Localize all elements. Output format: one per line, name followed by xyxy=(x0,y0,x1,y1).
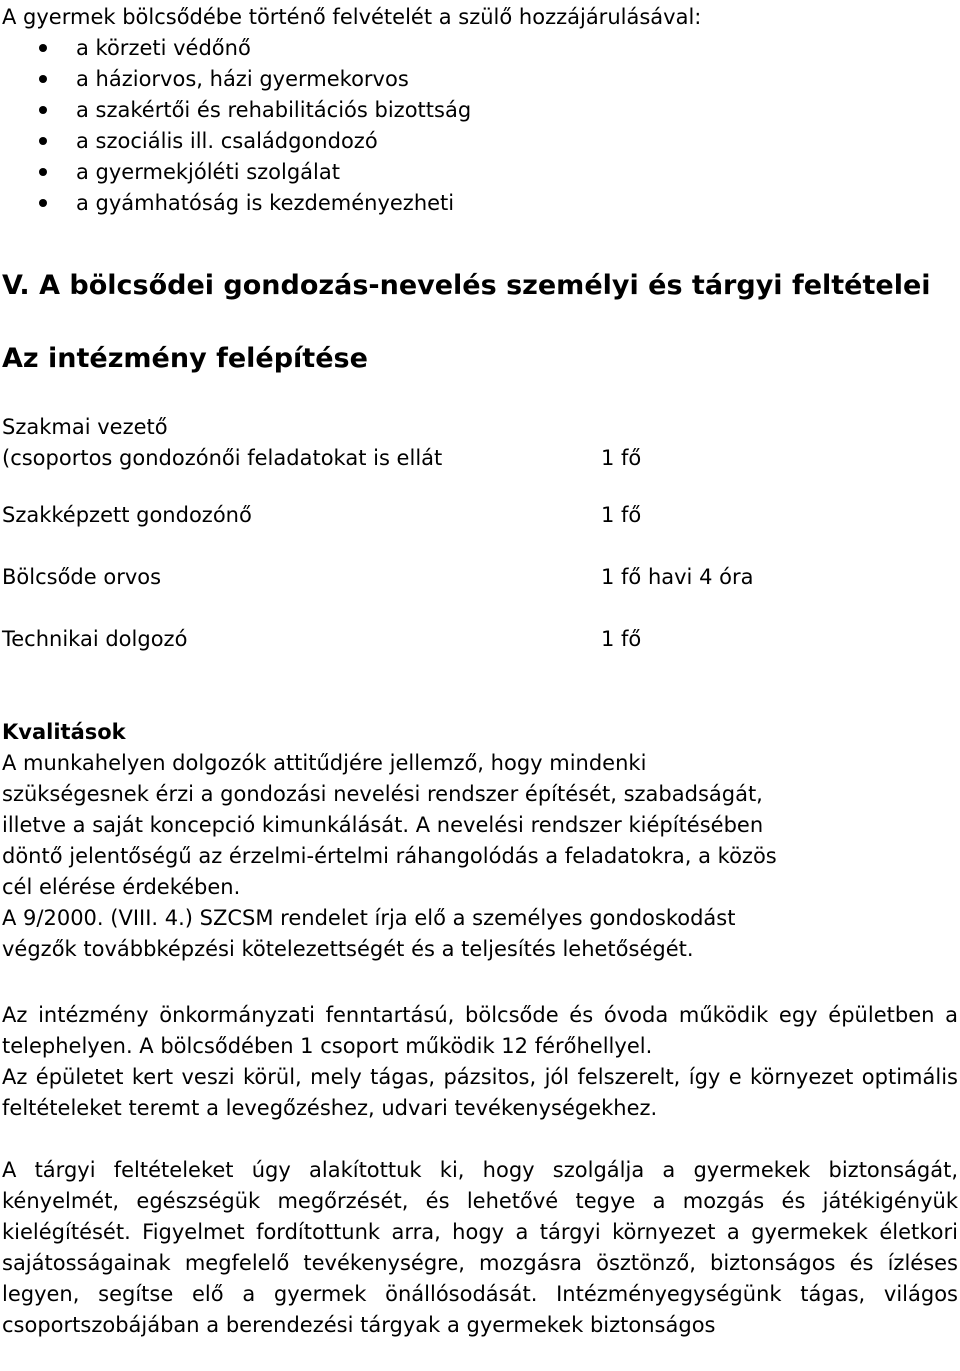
staff-count: 1 fő xyxy=(601,503,642,527)
initiator-list xyxy=(0,33,471,219)
staff-role: Bölcsőde orvos xyxy=(2,565,162,589)
staff-count: 1 fő havi 4 óra xyxy=(601,565,754,589)
qualifications-heading: Kvalitások xyxy=(2,720,126,744)
staff-role: Technikai dolgozó xyxy=(2,627,188,651)
facility-paragraph-3: A tárgyi feltételeket úgy alakítottuk ki, hogy szolgálja a gyermekek biztonságát, kényelmét, egészségük megőrzését, és lehetővé tegye a mozgás és játékigényük kielégítését. Figyelmet fordítottunk arra, hogy a tárgyi környezet a gyermekek életkori sajátosságainak megfelelő tevékenységre, mozgásra ösztönző, biztonságos és ízléses legyen, segítse elő a gyermek önállósodását. Intézményegységünk tágas, világos csoportszobájában a berendezési tárgyak a gyermekek biztonságos xyxy=(2,1158,958,1337)
staff-role: Szakképzett gondozónő xyxy=(2,503,252,527)
facility-paragraph-2: Az épületet kert veszi körül, mely tágas, pázsitos, jól felszerelt, így e környezet optimális feltételeket teremt a levegőzéshez, udvari tevékenységekhez. xyxy=(2,1065,958,1120)
list-item: a gyermekjóléti szolgálat xyxy=(0,157,471,188)
list-item: a háziorvos, házi gyermekorvos xyxy=(0,64,471,95)
bullet-icon xyxy=(39,75,47,83)
staff-count: 1 fő xyxy=(601,627,642,651)
section-title: V. A bölcsődei gondozás-nevelés személyi és tárgyi feltételei xyxy=(2,270,931,301)
section-subtitle: Az intézmény felépítése xyxy=(2,343,368,374)
qualifications-text: A munkahelyen dolgozók attitűdjére jellemző, hogy mindenki szükségesnek érzi a gondozási nevelési rendszer építését, szabadságát, illetve a saját koncepció kimunkálását. A nevelési rendszer kiépítésében döntő jelentőségű az érzelmi-értelmi ráhangolódás a feladatokra, a közös cél elérése érdekében. A 9/2000. (VIII. 4.) SZCSM rendelet írja elő a személyes gondoskodást végzők továbbképzési kötelezettségét és a teljesítés lehetőségét. xyxy=(2,751,777,961)
staff-count: 1 fő xyxy=(601,446,642,470)
list-item: a körzeti védőnő xyxy=(0,33,471,64)
facility-paragraph-1: Az intézmény önkormányzati fenntartású, bölcsőde és óvoda működik egy épületben a telephelyen. A bölcsődében 1 csoport működik 12 férőhellyel. xyxy=(2,1003,958,1058)
intro-lead: A gyermek bölcsődébe történő felvételét a szülő hozzájárulásával: xyxy=(2,5,702,29)
list-item: a gyámhatóság is kezdeményezheti xyxy=(0,188,471,219)
bullet-icon xyxy=(39,44,47,52)
bullet-icon xyxy=(39,137,47,145)
bullet-icon xyxy=(39,168,47,176)
bullet-icon xyxy=(39,199,47,207)
list-item: a szakértői és rehabilitációs bizottság xyxy=(0,95,471,126)
staff-role: Szakmai vezető (csoportos gondozónői feladatokat is ellát xyxy=(2,415,443,470)
bullet-icon xyxy=(39,106,47,114)
list-item: a szociális ill. családgondozó xyxy=(0,126,471,157)
